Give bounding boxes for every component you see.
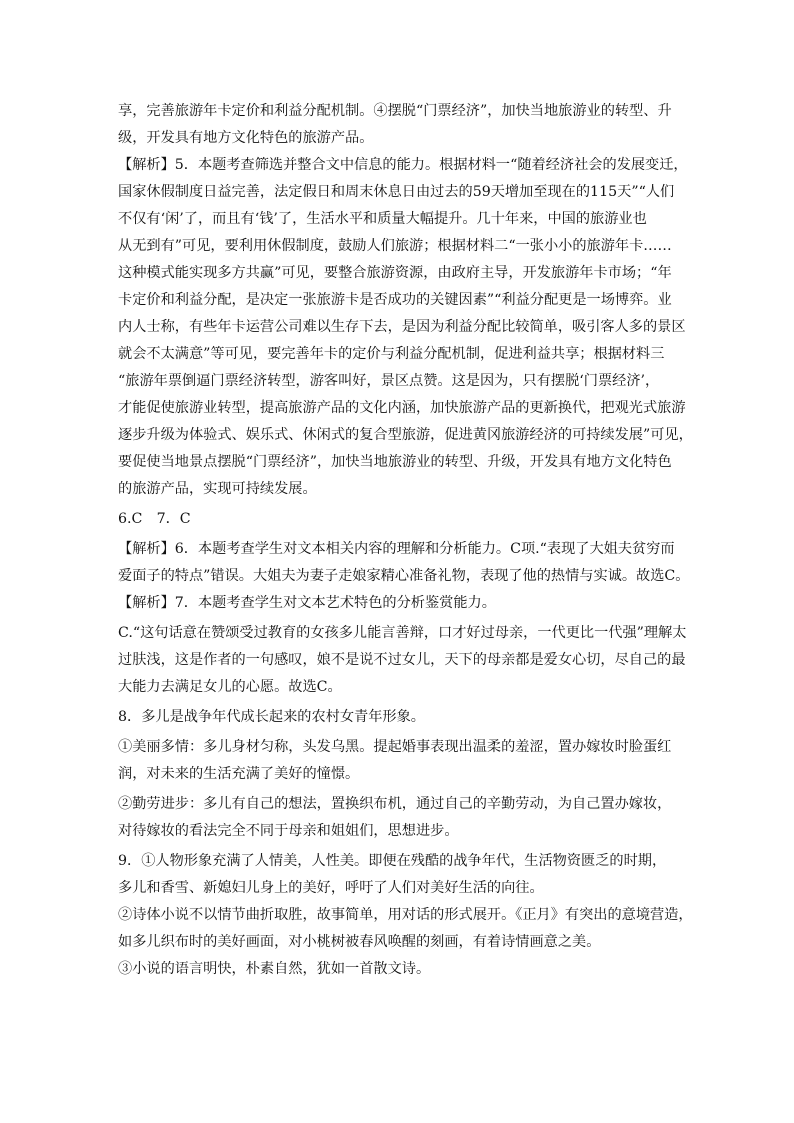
text-line: 不仅有‘闲’了，而且有‘钱’了，生活水平和质量大幅提升。几十年来，中国的旅游业也 xyxy=(118,211,647,227)
text-line: ②勤劳进步：多儿有自己的想法，置换织布机，通过自己的辛勤劳动，为自己置办嫁妆， xyxy=(118,796,672,812)
text-line: 过肤浅，这是作者的一句感叹，娘不是说不过女儿，天下的母亲都是爱女心切，尽自己的最 xyxy=(118,652,686,668)
analysis-6-line: 【解析】6．本题考查学生对文本相关内容的理解和分析能力。C项.“表现了大姐夫贫穷而 xyxy=(118,541,675,557)
text-line: 才能促使旅游业转型，提高旅游产品的文化内涵，加快旅游产品的更新换代，把观光式旅游 xyxy=(118,400,686,416)
text-line: 要促使当地景点摆脱“门票经济”，加快当地旅游业的转型、升级，开发具有地方文化特色 xyxy=(118,454,672,470)
answer-6-7-line: 6.C 7．C xyxy=(118,511,191,527)
text-line: 对待嫁妆的看法完全不同于母亲和姐姐们，思想进步。 xyxy=(118,823,459,839)
text-line: 的旅游产品，实现可持续发展。 xyxy=(118,481,317,497)
answer-8-line: 8．多儿是战争年代成长起来的农村女青年形象。 xyxy=(118,709,425,725)
text-line: 就会不太满意”等可见，要完善年卡的定价与利益分配机制，促进利益共享；根据材料三 xyxy=(118,346,665,362)
text-line: 级，开发具有地方文化特色的旅游产品。 xyxy=(118,130,374,146)
text-line: 如多儿织布时的美好画面，对小桃树被春风唤醒的刻画，有着诗情画意之美。 xyxy=(118,934,601,950)
text-line: 卡定价和利益分配，是决定一张旅游卡是否成功的关键因素”“利益分配更是一场博弈。业 xyxy=(118,292,672,308)
text-line: ①美丽多情：多儿身材匀称，头发乌黑。提起婚事表现出温柔的羞涩，置办嫁妆时脸蛋红 xyxy=(118,739,672,755)
text-line: 大能力去满足女儿的心愿。故选C。 xyxy=(118,679,342,695)
answer-9-line: 9．①人物形象充满了人情美，人性美。即便在残酷的战争年代，生活物资匮乏的时期， xyxy=(118,853,667,869)
text-line: 国家休假制度日益完善，法定假日和周末休息日由过去的59天增加至现在的115天”“人们 xyxy=(118,184,675,200)
text-line: 爱面子的特点”错误。大姐夫为妻子走娘家精心准备礼物，表现了他的热情与实诚。故选C。 xyxy=(118,568,690,584)
text-line: C.“这句话意在赞颂受过教育的女孩多儿能言善辩，口才好过母亲，一代更比一代强”理解太 xyxy=(118,625,687,641)
analysis-5-line: 【解析】5．本题考查筛选并整合文中信息的能力。根据材料一“随着经济社会的发展变迁， xyxy=(118,157,688,173)
text-line: 内人士称，有些年卡运营公司难以生存下去，是因为利益分配比较简单，吸引客人多的景区 xyxy=(118,319,686,335)
text-line: 从无到有”可见，要利用休假制度，鼓励人们旅游；根据材料二“一张小小的旅游年卡…… xyxy=(118,238,672,254)
text-line: 这种模式能实现多方共赢”可见，要整合旅游资源，由政府主导，开发旅游年卡市场；“年 xyxy=(118,265,672,281)
text-line: “旅游年票倒逼门票经济转型，游客叫好，景区点赞。这是因为，只有摆脱‘门票经济’， xyxy=(118,373,660,389)
text-line: ②诗体小说不以情节曲折取胜，故事简单，用对话的形式展开。《正月》有突出的意境营造， xyxy=(118,907,693,923)
text-line: 润，对未来的生活充满了美好的憧憬。 xyxy=(118,766,360,782)
text-line: ③小说的语言明快，朴素自然，犹如一首散文诗。 xyxy=(118,961,431,977)
text-line: 多儿和香雪、新媳妇儿身上的美好，呼吁了人们对美好生活的向往。 xyxy=(118,880,544,896)
analysis-7-line: 【解析】7．本题考查学生对文本艺术特色的分析鉴赏能力。 xyxy=(118,595,496,611)
text-line: 享，完善旅游年卡定价和利益分配机制。④摆脱“门票经济”，加快当地旅游业的转型、升 xyxy=(118,103,672,119)
document-page xyxy=(118,98,693,983)
text-line: 逐步升级为体验式、娱乐式、休闲式的复合型旅游，促进黄冈旅游经济的可持续发展”可见， xyxy=(118,427,693,443)
